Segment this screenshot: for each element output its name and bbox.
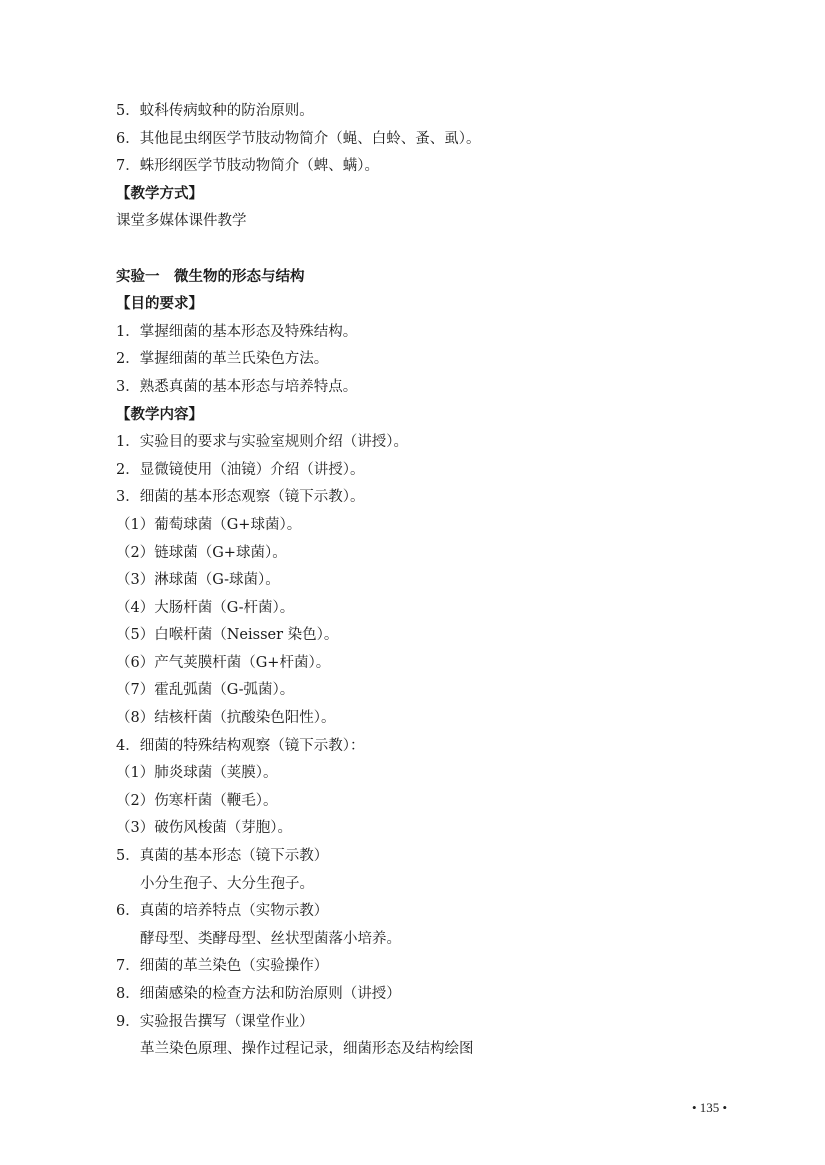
text-line: 5．真菌的基本形态（镜下示教） (116, 848, 329, 865)
text-line: 7．细菌的革兰染色（实验操作） (116, 958, 329, 975)
section-heading: 【目的要求】 (116, 296, 203, 313)
section-heading: 实验一 微生物的形态与结构 (116, 268, 305, 285)
text-line: 6．真菌的培养特点（实物示教） (116, 903, 329, 920)
text-line: 3．熟悉真菌的基本形态与培养特点。 (116, 378, 358, 395)
text-line: 4．细菌的特殊结构观察（镜下示教）： (116, 737, 365, 754)
text-line: （8）结核杆菌（抗酸染色阳性）。 (116, 710, 336, 727)
blank-line (116, 236, 756, 264)
text-line: 小分生孢子、大分生孢子。 (140, 875, 314, 892)
text-line: （4）大肠杆菌（G-杆菌）。 (116, 599, 295, 616)
text-line: 6．其他昆虫纲医学节肢动物简介（蝇、白蛉、蚤、虱）。 (116, 130, 481, 147)
text-line: 1．掌握细菌的基本形态及特殊结构。 (116, 323, 358, 340)
text-line: （6）产气荚膜杆菌（G+杆菌）。 (116, 654, 331, 671)
text-line: 课堂多媒体课件教学 (116, 213, 247, 230)
text-line: 2．显微镜使用（油镜）介绍（讲授）。 (116, 461, 365, 478)
text-line: （3）破伤风梭菌（芽胞）。 (116, 820, 292, 837)
text-line: （2）伤寒杆菌（鞭毛）。 (116, 792, 278, 809)
text-line: 革兰染色原理、操作过程记录，细菌形态及结构绘图 (140, 1041, 474, 1058)
text-line: （1）葡萄球菌（G+球菌）。 (116, 516, 302, 533)
text-line: （1）肺炎球菌（荚膜）。 (116, 765, 278, 782)
text-line: （2）链球菌（G+球菌）。 (116, 544, 287, 561)
text-line: 2．掌握细菌的革兰氏染色方法。 (116, 351, 329, 368)
text-line: 5．蚊科传病蚊种的防治原则。 (116, 103, 314, 119)
page-number: • 135 • (692, 1100, 728, 1115)
text-line: （5）白喉杆菌（Neisser 染色）。 (116, 627, 339, 644)
section-heading: 【教学方式】 (116, 185, 203, 202)
text-line: （3）淋球菌（G-球菌）。 (116, 572, 280, 589)
text-line: 1．实验目的要求与实验室规则介绍（讲授）。 (116, 434, 408, 451)
text-line: 3．细菌的基本形态观察（镜下示教）。 (116, 489, 365, 506)
document-body (116, 98, 756, 1064)
text-line: 8．细菌感染的检查方法和防治原则（讲授） (116, 986, 401, 1002)
text-line: 7．蛛形纲医学节肢动物简介（蜱、螨）。 (116, 158, 379, 175)
section-heading: 【教学内容】 (116, 406, 203, 423)
text-line: 9．实验报告撰写（课堂作业） (116, 1013, 314, 1030)
text-line: 酵母型、类酵母型、丝状型菌落小培养。 (140, 930, 401, 947)
text-line: （7）霍乱弧菌（G-弧菌）。 (116, 682, 295, 699)
